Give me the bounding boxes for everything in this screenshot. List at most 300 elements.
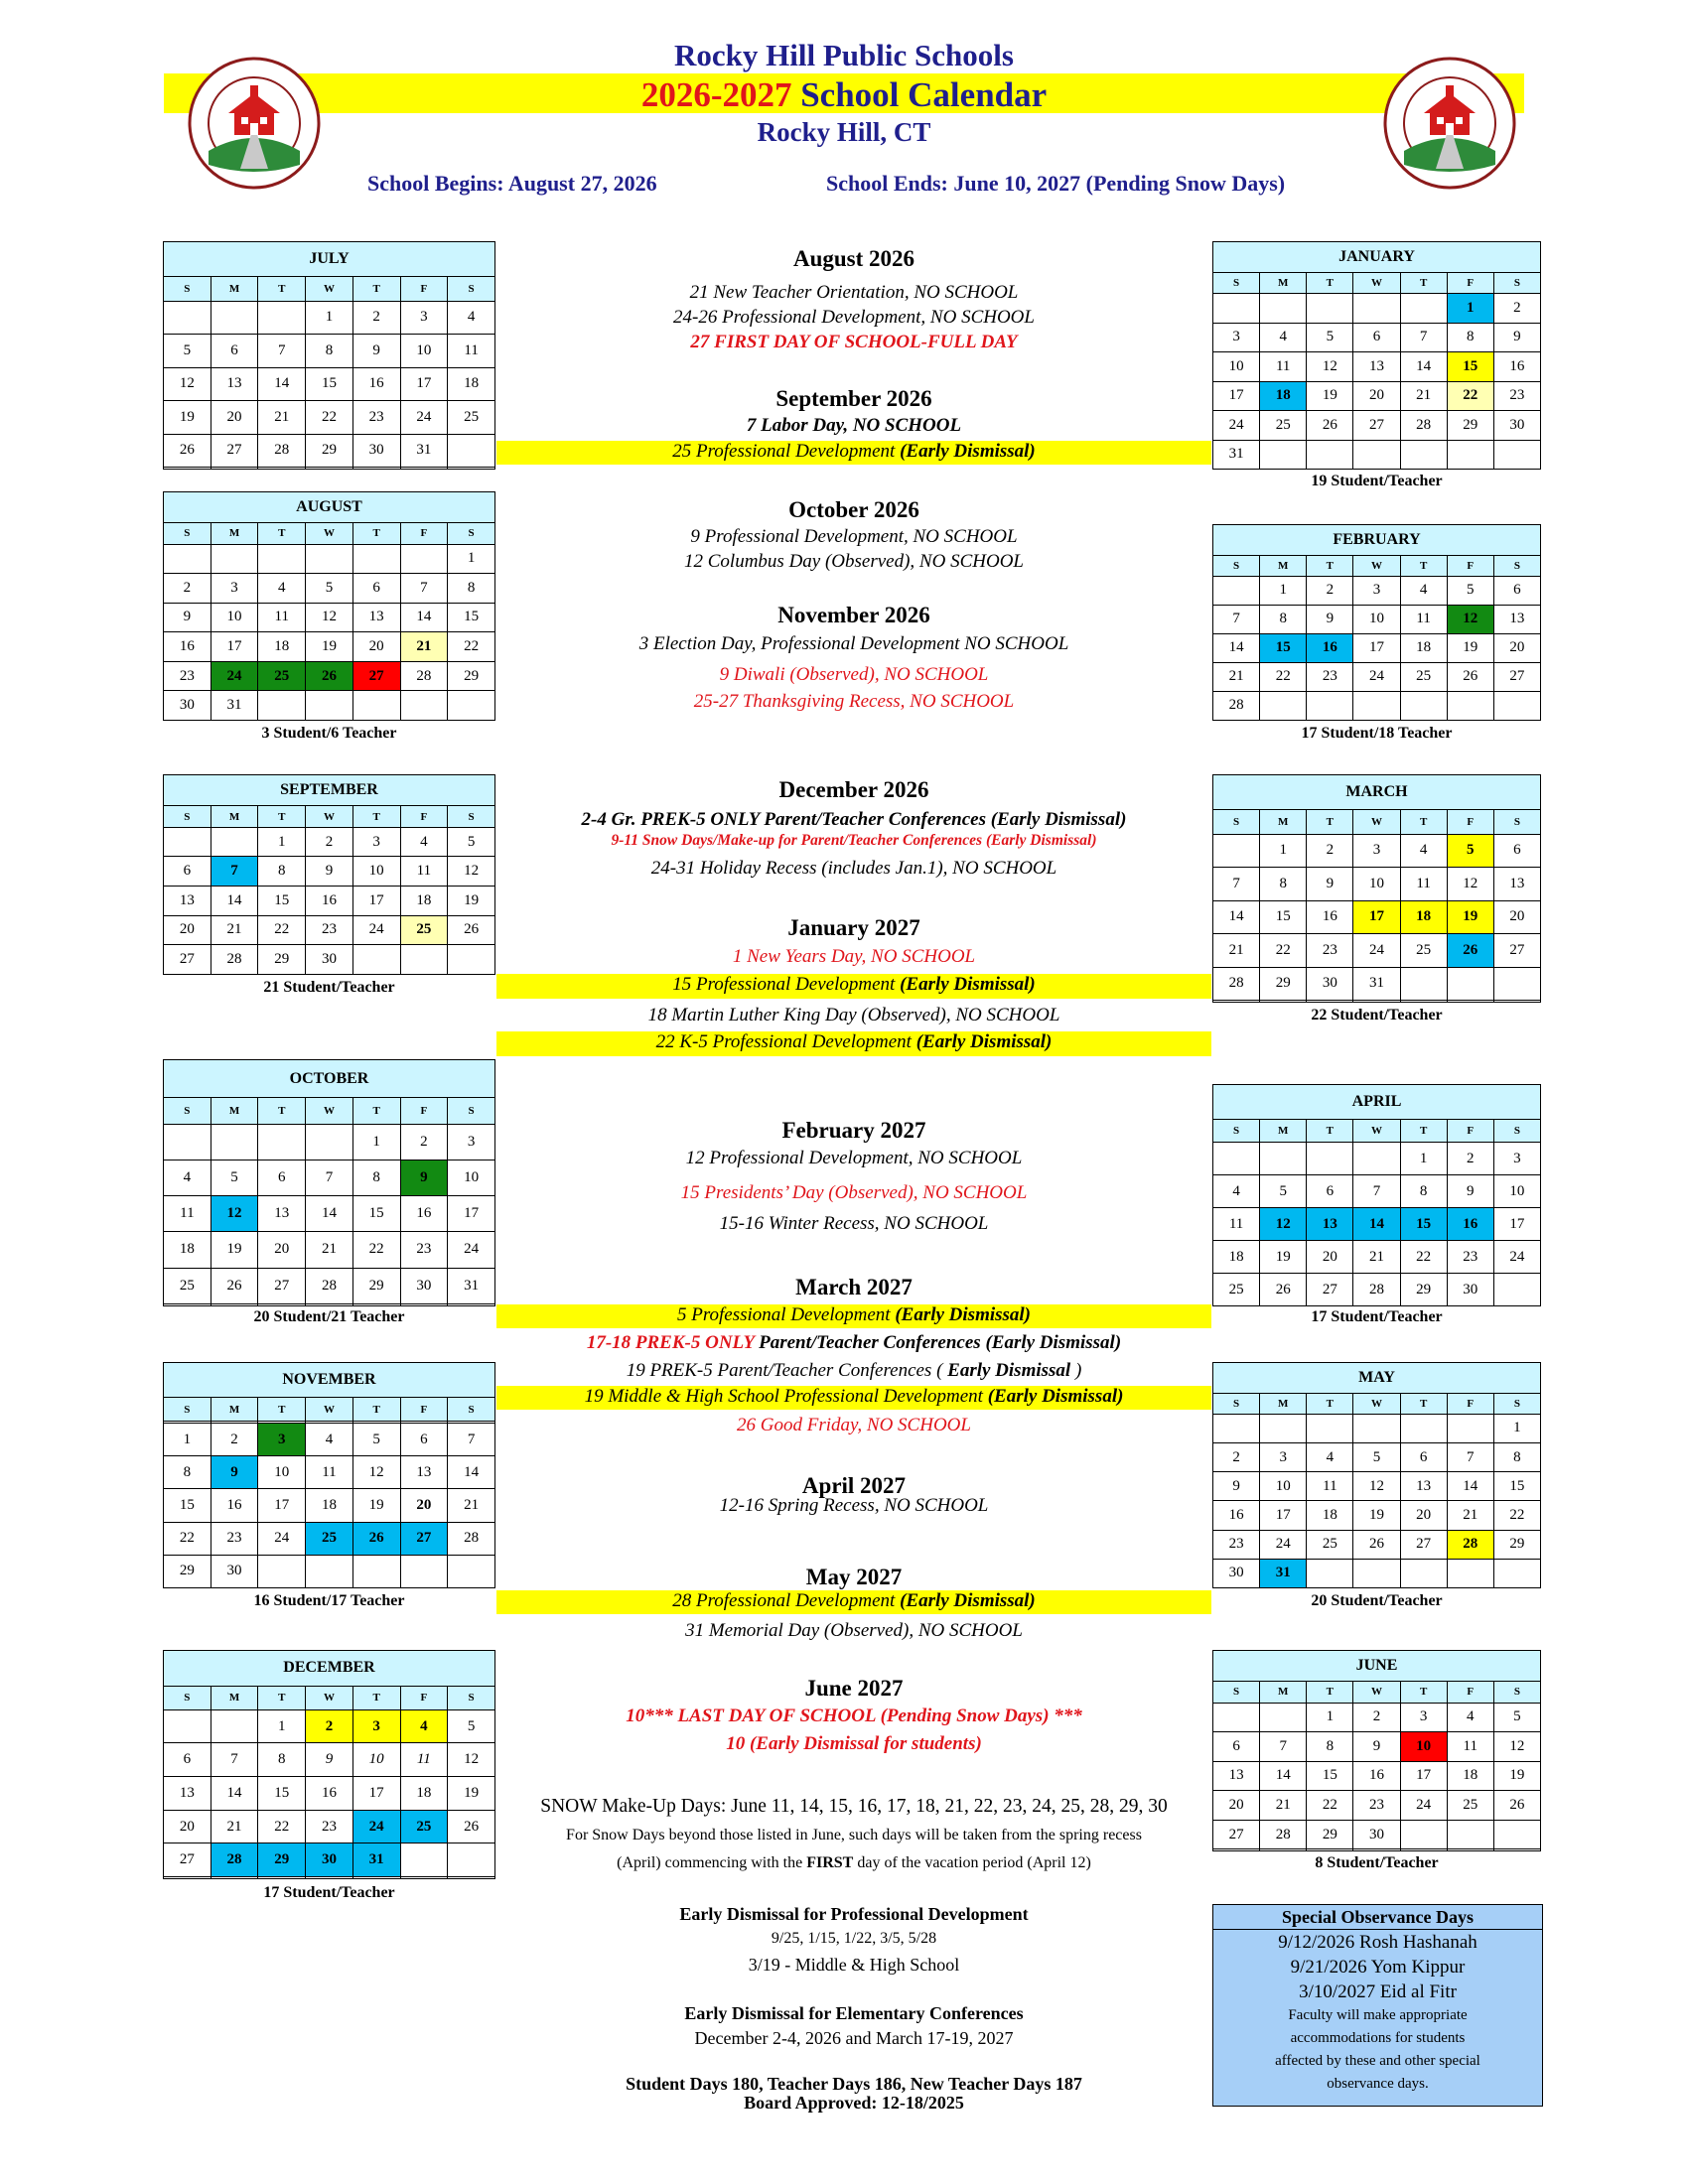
day-cell: 13 xyxy=(258,1196,306,1232)
empty-day-cell xyxy=(1260,440,1307,469)
week-row xyxy=(164,1777,495,1811)
weekday-header: F xyxy=(400,1686,448,1709)
event-sep-2-note: (Early Dismissal) xyxy=(900,441,1036,462)
week-row xyxy=(1213,1501,1541,1530)
month-november-footer: 16 Student/17 Teacher xyxy=(253,1592,405,1609)
day-cell: 5 xyxy=(448,827,495,857)
day-cell: 17 xyxy=(1353,633,1400,662)
event-jan-2-text: 15 Professional Development xyxy=(672,974,901,995)
day-cell: 3 xyxy=(1400,1703,1447,1732)
day-cell: 24 xyxy=(1400,1791,1447,1821)
day-cell: 20 xyxy=(164,1810,211,1843)
weekday-header: W xyxy=(306,806,353,827)
week-row xyxy=(164,434,495,468)
empty-day-cell xyxy=(1400,967,1447,1001)
day-cell: 13 xyxy=(1307,1208,1353,1241)
day-cell: 8 xyxy=(1260,605,1307,633)
weekday-header: M xyxy=(211,806,258,827)
day-cell: 21 xyxy=(1353,1241,1400,1274)
day-cell: 27 xyxy=(352,661,400,691)
day-cell: 7 xyxy=(211,857,258,887)
day-cell: 28 xyxy=(258,434,306,468)
day-cell: 21 xyxy=(211,1810,258,1843)
week-row xyxy=(1213,1001,1541,1003)
calendar-table xyxy=(163,1362,495,1588)
empty-day-cell xyxy=(1400,1001,1447,1003)
day-cell: 1 xyxy=(1307,1703,1353,1732)
day-cell: 8 xyxy=(1307,1732,1353,1762)
day-cell: 10 xyxy=(352,857,400,887)
day-cell: 10 xyxy=(1353,605,1400,633)
day-cell: 29 xyxy=(352,1268,400,1303)
weekday-header: T xyxy=(1400,1682,1447,1703)
empty-day-cell xyxy=(1447,1820,1493,1849)
empty-day-cell xyxy=(211,1303,258,1305)
empty-day-cell xyxy=(352,691,400,721)
day-cell: 9 xyxy=(211,1456,258,1489)
day-cell: 16 xyxy=(1353,1761,1400,1791)
day-cell: 27 xyxy=(400,1522,448,1555)
week-row xyxy=(164,1555,495,1587)
empty-day-cell xyxy=(258,1877,306,1879)
event-feb-1: 12 Professional Development, NO SCHOOL xyxy=(685,1148,1023,1168)
empty-day-cell xyxy=(400,544,448,574)
weekday-header: W xyxy=(306,277,353,301)
weekday-header: T xyxy=(352,806,400,827)
day-cell: 10 xyxy=(352,1743,400,1777)
weekday-header: T xyxy=(258,1398,306,1422)
event-mar-1 xyxy=(496,1304,1211,1328)
empty-day-cell xyxy=(164,468,211,470)
month-may xyxy=(1212,1362,1541,1588)
weekday-header: S xyxy=(164,277,211,301)
week-row xyxy=(1213,440,1541,469)
day-cell: 4 xyxy=(1213,1175,1260,1208)
day-cell: 19 xyxy=(1447,633,1493,662)
day-cell: 21 xyxy=(1213,934,1260,968)
day-cell: 15 xyxy=(1447,352,1493,381)
day-cell: 22 xyxy=(1260,934,1307,968)
day-cell: 13 xyxy=(400,1456,448,1489)
day-cell: 3 xyxy=(1213,323,1260,351)
day-cell: 12 xyxy=(164,367,211,401)
day-cell: 14 xyxy=(448,1456,495,1489)
day-cell: 16 xyxy=(306,886,353,915)
event-mar-1-text: 5 Professional Development xyxy=(676,1304,896,1325)
calendar-table xyxy=(1212,524,1541,721)
day-cell: 5 xyxy=(448,1709,495,1743)
day-cell: 25 xyxy=(448,401,495,435)
day-cell: 22 xyxy=(306,401,353,435)
event-aug-3: 27 FIRST DAY OF SCHOOL-FULL DAY xyxy=(690,332,1018,352)
day-cell: 6 xyxy=(164,857,211,887)
day-cell: 9 xyxy=(1353,1732,1400,1762)
empty-day-cell xyxy=(1447,691,1493,720)
month-march xyxy=(1212,774,1541,1003)
day-cell: 24 xyxy=(1353,934,1400,968)
calendar-table xyxy=(1212,241,1541,470)
day-cell: 9 xyxy=(1447,1175,1493,1208)
week-row xyxy=(1213,900,1541,934)
weekday-header: T xyxy=(1400,1119,1447,1143)
day-cell: 4 xyxy=(258,574,306,604)
day-cell: 2 xyxy=(352,301,400,335)
week-row xyxy=(164,603,495,632)
day-cell: 26 xyxy=(164,434,211,468)
day-cell: 20 xyxy=(1307,1241,1353,1274)
month-december xyxy=(163,1650,495,1879)
day-cell: 17 xyxy=(1213,381,1260,410)
empty-day-cell xyxy=(164,544,211,574)
calendar-table xyxy=(1212,1084,1541,1306)
weekday-header: T xyxy=(352,1098,400,1124)
day-cell: 10 xyxy=(1260,1472,1307,1501)
weekday-header: M xyxy=(211,1098,258,1124)
day-cell: 11 xyxy=(1213,1208,1260,1241)
empty-day-cell xyxy=(258,544,306,574)
weekday-header: S xyxy=(448,1098,495,1124)
calendar-table xyxy=(163,491,495,721)
day-cell: 14 xyxy=(1213,633,1260,662)
month-september-footer: 21 Student/Teacher xyxy=(263,979,395,996)
day-cell: 27 xyxy=(164,1843,211,1877)
ed-pd-heading: Early Dismissal for Professional Development xyxy=(679,1904,1029,1924)
empty-day-cell xyxy=(306,544,353,574)
day-cell: 16 xyxy=(306,1777,353,1811)
snow-note-2-text: (April) commencing with the xyxy=(617,1854,807,1871)
day-cell: 18 xyxy=(1213,1241,1260,1274)
day-cell: 25 xyxy=(1260,411,1307,440)
day-cell: 14 xyxy=(211,1777,258,1811)
week-row xyxy=(1213,352,1541,381)
day-cell: 17 xyxy=(258,1489,306,1522)
month-july xyxy=(163,241,495,470)
day-cell: 7 xyxy=(258,335,306,368)
empty-day-cell xyxy=(1353,1414,1400,1442)
weekday-header: M xyxy=(1260,1682,1307,1703)
day-cell: 6 xyxy=(400,1423,448,1455)
observance-note: Faculty will make appropriate xyxy=(1288,2007,1468,2023)
day-cell: 7 xyxy=(306,1160,353,1195)
day-cell: 27 xyxy=(164,945,211,975)
empty-day-cell xyxy=(1260,294,1307,323)
events-february-heading: February 2027 xyxy=(781,1118,926,1143)
month-march-footer: 22 Student/Teacher xyxy=(1311,1007,1443,1024)
weekday-header: T xyxy=(352,1398,400,1422)
event-sep-2 xyxy=(496,441,1211,465)
week-row xyxy=(1213,1761,1541,1791)
school-ends xyxy=(826,171,1285,197)
empty-day-cell xyxy=(164,1877,211,1879)
day-cell: 9 xyxy=(306,857,353,887)
weekday-header: S xyxy=(1213,555,1260,576)
empty-day-cell xyxy=(448,945,495,975)
weekday-header: M xyxy=(1260,1393,1307,1414)
day-cell: 5 xyxy=(1260,1175,1307,1208)
day-cell: 20 xyxy=(1493,900,1540,934)
day-cell: 16 xyxy=(1493,352,1540,381)
day-cell: 10 xyxy=(1353,868,1400,901)
empty-day-cell xyxy=(1447,1559,1493,1587)
month-january-footer: 19 Student/Teacher xyxy=(1311,473,1443,489)
weekday-header: T xyxy=(1307,273,1353,294)
day-cell: 13 xyxy=(1493,868,1540,901)
school-ends-date: June 10, 2027 (Pending Snow Days) xyxy=(947,171,1286,196)
empty-day-cell xyxy=(258,1303,306,1305)
week-row xyxy=(1213,1414,1541,1442)
calendar-table xyxy=(1212,1362,1541,1588)
week-row xyxy=(164,544,495,574)
day-cell: 11 xyxy=(1307,1472,1353,1501)
day-cell: 1 xyxy=(1493,1414,1540,1442)
observance-title: Special Observance Days xyxy=(1213,1905,1542,1930)
empty-day-cell xyxy=(1353,1001,1400,1003)
weekday-header: S xyxy=(1213,1393,1260,1414)
month-august xyxy=(163,491,495,721)
day-cell: 25 xyxy=(1400,662,1447,691)
day-cell: 31 xyxy=(1353,967,1400,1001)
day-cell: 29 xyxy=(258,1843,306,1877)
day-cell: 28 xyxy=(1400,411,1447,440)
day-cell: 17 xyxy=(1353,900,1400,934)
week-row xyxy=(1213,1530,1541,1559)
day-cell: 17 xyxy=(448,1196,495,1232)
day-cell: 12 xyxy=(448,1743,495,1777)
day-cell: 31 xyxy=(400,434,448,468)
empty-day-cell xyxy=(1493,1849,1540,1851)
week-row xyxy=(164,335,495,368)
empty-day-cell xyxy=(448,1843,495,1877)
day-cell: 1 xyxy=(1260,834,1307,868)
day-cell: 22 xyxy=(258,1810,306,1843)
weekday-header: S xyxy=(164,1098,211,1124)
day-cell: 24 xyxy=(352,915,400,945)
empty-day-cell xyxy=(448,1877,495,1879)
empty-day-cell xyxy=(258,468,306,470)
weekday-header: F xyxy=(400,806,448,827)
empty-day-cell xyxy=(448,1555,495,1587)
empty-day-cell xyxy=(306,468,353,470)
snow-note-2-end: day of the vacation period (April 12) xyxy=(853,1854,1091,1871)
event-sep-2-text: 25 Professional Development xyxy=(672,441,901,462)
weekday-header: F xyxy=(1447,810,1493,834)
calendar-table xyxy=(163,1059,495,1306)
day-cell: 12 xyxy=(1493,1732,1540,1762)
week-row xyxy=(164,1877,495,1879)
day-cell: 28 xyxy=(400,661,448,691)
day-cell: 2 xyxy=(164,574,211,604)
day-cell: 4 xyxy=(400,827,448,857)
day-cell: 17 xyxy=(352,886,400,915)
board-approved: Board Approved: 12-18/2025 xyxy=(744,2093,964,2113)
district-seal-right xyxy=(1382,56,1517,191)
week-row xyxy=(164,1810,495,1843)
day-cell: 27 xyxy=(1400,1530,1447,1559)
day-cell: 3 xyxy=(448,1124,495,1160)
event-may-1 xyxy=(496,1590,1211,1614)
day-cell: 30 xyxy=(352,434,400,468)
day-cell: 9 xyxy=(1307,605,1353,633)
day-cell: 28 xyxy=(448,1522,495,1555)
day-cell: 29 xyxy=(164,1555,211,1587)
day-cell: 21 xyxy=(1260,1791,1307,1821)
event-jan-1: 1 New Years Day, NO SCHOOL xyxy=(732,946,976,967)
day-cell: 25 xyxy=(1213,1274,1260,1306)
week-row xyxy=(1213,1849,1541,1851)
week-row xyxy=(164,1423,495,1455)
day-cell: 16 xyxy=(1307,633,1353,662)
day-cell: 30 xyxy=(306,1843,353,1877)
event-mar-3 xyxy=(496,1360,1211,1382)
day-cell: 22 xyxy=(164,1522,211,1555)
day-cell: 25 xyxy=(1447,1791,1493,1821)
day-cell: 24 xyxy=(1213,411,1260,440)
day-cell: 12 xyxy=(352,1456,400,1489)
day-cell: 23 xyxy=(211,1522,258,1555)
day-cell: 8 xyxy=(306,335,353,368)
day-cell: 31 xyxy=(352,1843,400,1877)
weekday-header: T xyxy=(1307,1682,1353,1703)
day-cell: 15 xyxy=(164,1489,211,1522)
week-row xyxy=(164,1124,495,1160)
school-begins-label: School Begins: xyxy=(367,171,504,196)
day-cell: 21 xyxy=(1400,381,1447,410)
weekday-header: S xyxy=(1213,1119,1260,1143)
empty-day-cell xyxy=(448,691,495,721)
day-cell: 18 xyxy=(306,1489,353,1522)
weekday-header: W xyxy=(1353,555,1400,576)
day-cell: 22 xyxy=(1493,1501,1540,1530)
day-cell: 12 xyxy=(1260,1208,1307,1241)
weekday-header: S xyxy=(448,1686,495,1709)
week-row xyxy=(164,301,495,335)
day-cell: 30 xyxy=(1307,967,1353,1001)
day-cell: 11 xyxy=(1400,868,1447,901)
weekday-header: T xyxy=(1400,273,1447,294)
weekday-header: W xyxy=(1353,810,1400,834)
empty-day-cell xyxy=(258,1124,306,1160)
weekday-header: S xyxy=(448,277,495,301)
day-cell: 11 xyxy=(448,335,495,368)
week-row xyxy=(164,661,495,691)
weekday-header: W xyxy=(306,1686,353,1709)
day-cell: 20 xyxy=(211,401,258,435)
day-cell: 11 xyxy=(400,1743,448,1777)
day-cell: 29 xyxy=(1260,967,1307,1001)
week-row xyxy=(1213,411,1541,440)
day-cell: 17 xyxy=(1400,1761,1447,1791)
day-cell: 6 xyxy=(352,574,400,604)
day-cell: 27 xyxy=(211,434,258,468)
day-cell: 18 xyxy=(258,632,306,662)
event-mar-4 xyxy=(496,1386,1211,1410)
day-cell: 22 xyxy=(448,632,495,662)
week-row xyxy=(164,632,495,662)
event-aug-2: 24-26 Professional Development, NO SCHOOL xyxy=(673,307,1035,328)
day-cell: 10 xyxy=(258,1456,306,1489)
day-cell: 7 xyxy=(1213,605,1260,633)
weekday-header: M xyxy=(1260,1119,1307,1143)
empty-day-cell xyxy=(258,691,306,721)
weekday-header: W xyxy=(306,523,353,544)
day-cell: 31 xyxy=(448,1268,495,1303)
empty-day-cell xyxy=(1400,1559,1447,1587)
empty-day-cell xyxy=(400,691,448,721)
day-cell: 28 xyxy=(1213,691,1260,720)
day-cell: 31 xyxy=(211,691,258,721)
month-name: NOVEMBER xyxy=(164,1363,495,1398)
event-feb-2: 15 Presidents’ Day (Observed), NO SCHOOL xyxy=(680,1182,1028,1203)
day-cell: 5 xyxy=(352,1423,400,1455)
empty-day-cell xyxy=(1260,1849,1307,1851)
empty-day-cell xyxy=(211,1124,258,1160)
day-cell: 2 xyxy=(1213,1443,1260,1472)
day-cell: 16 xyxy=(164,632,211,662)
day-cell: 1 xyxy=(1400,1143,1447,1175)
day-cell: 10 xyxy=(448,1160,495,1195)
day-cell: 8 xyxy=(1447,323,1493,351)
day-cell: 24 xyxy=(352,1810,400,1843)
weekday-header: T xyxy=(1307,810,1353,834)
day-cell: 30 xyxy=(1447,1274,1493,1306)
event-sep-1: 7 Labor Day, NO SCHOOL xyxy=(746,415,962,436)
day-cell: 19 xyxy=(1260,1241,1307,1274)
day-cell: 4 xyxy=(1307,1443,1353,1472)
day-cell: 21 xyxy=(258,401,306,435)
day-cell: 11 xyxy=(400,857,448,887)
events-may-heading: May 2027 xyxy=(805,1565,903,1589)
event-mar-1-note: (Early Dismissal) xyxy=(895,1304,1032,1325)
day-cell: 18 xyxy=(164,1232,211,1268)
day-totals: Student Days 180, Teacher Days 186, New Teacher Days 187 xyxy=(626,2074,1082,2094)
snow-makeup-days: SNOW Make-Up Days: June 11, 14, 15, 16, 17, 18, 21, 22, 23, 24, 25, 28, 29, 30 xyxy=(540,1796,1168,1817)
day-cell: 26 xyxy=(1447,934,1493,968)
day-cell: 30 xyxy=(306,945,353,975)
day-cell: 15 xyxy=(258,886,306,915)
day-cell: 8 xyxy=(352,1160,400,1195)
day-cell: 5 xyxy=(211,1160,258,1195)
week-row xyxy=(1213,1820,1541,1849)
empty-day-cell xyxy=(1213,834,1260,868)
week-row xyxy=(164,468,495,470)
weekday-header: T xyxy=(352,1686,400,1709)
day-cell: 23 xyxy=(400,1232,448,1268)
empty-day-cell xyxy=(1307,691,1353,720)
day-cell: 9 xyxy=(164,603,211,632)
weekday-header: S xyxy=(164,1398,211,1422)
month-april xyxy=(1212,1084,1541,1306)
empty-day-cell xyxy=(1493,1274,1540,1306)
day-cell: 25 xyxy=(1307,1530,1353,1559)
empty-day-cell xyxy=(1213,1703,1260,1732)
empty-day-cell xyxy=(211,468,258,470)
empty-day-cell xyxy=(211,301,258,335)
weekday-header: S xyxy=(164,523,211,544)
empty-day-cell xyxy=(306,1124,353,1160)
day-cell: 23 xyxy=(1353,1791,1400,1821)
day-cell: 7 xyxy=(1260,1732,1307,1762)
day-cell: 27 xyxy=(1353,411,1400,440)
day-cell: 15 xyxy=(352,1196,400,1232)
weekday-header: S xyxy=(1213,810,1260,834)
empty-day-cell xyxy=(1400,1849,1447,1851)
week-row xyxy=(1213,576,1541,605)
day-cell: 9 xyxy=(1307,868,1353,901)
day-cell: 1 xyxy=(352,1124,400,1160)
day-cell: 22 xyxy=(1400,1241,1447,1274)
month-february-footer: 17 Student/18 Teacher xyxy=(1301,725,1453,742)
weekday-header: W xyxy=(1353,273,1400,294)
